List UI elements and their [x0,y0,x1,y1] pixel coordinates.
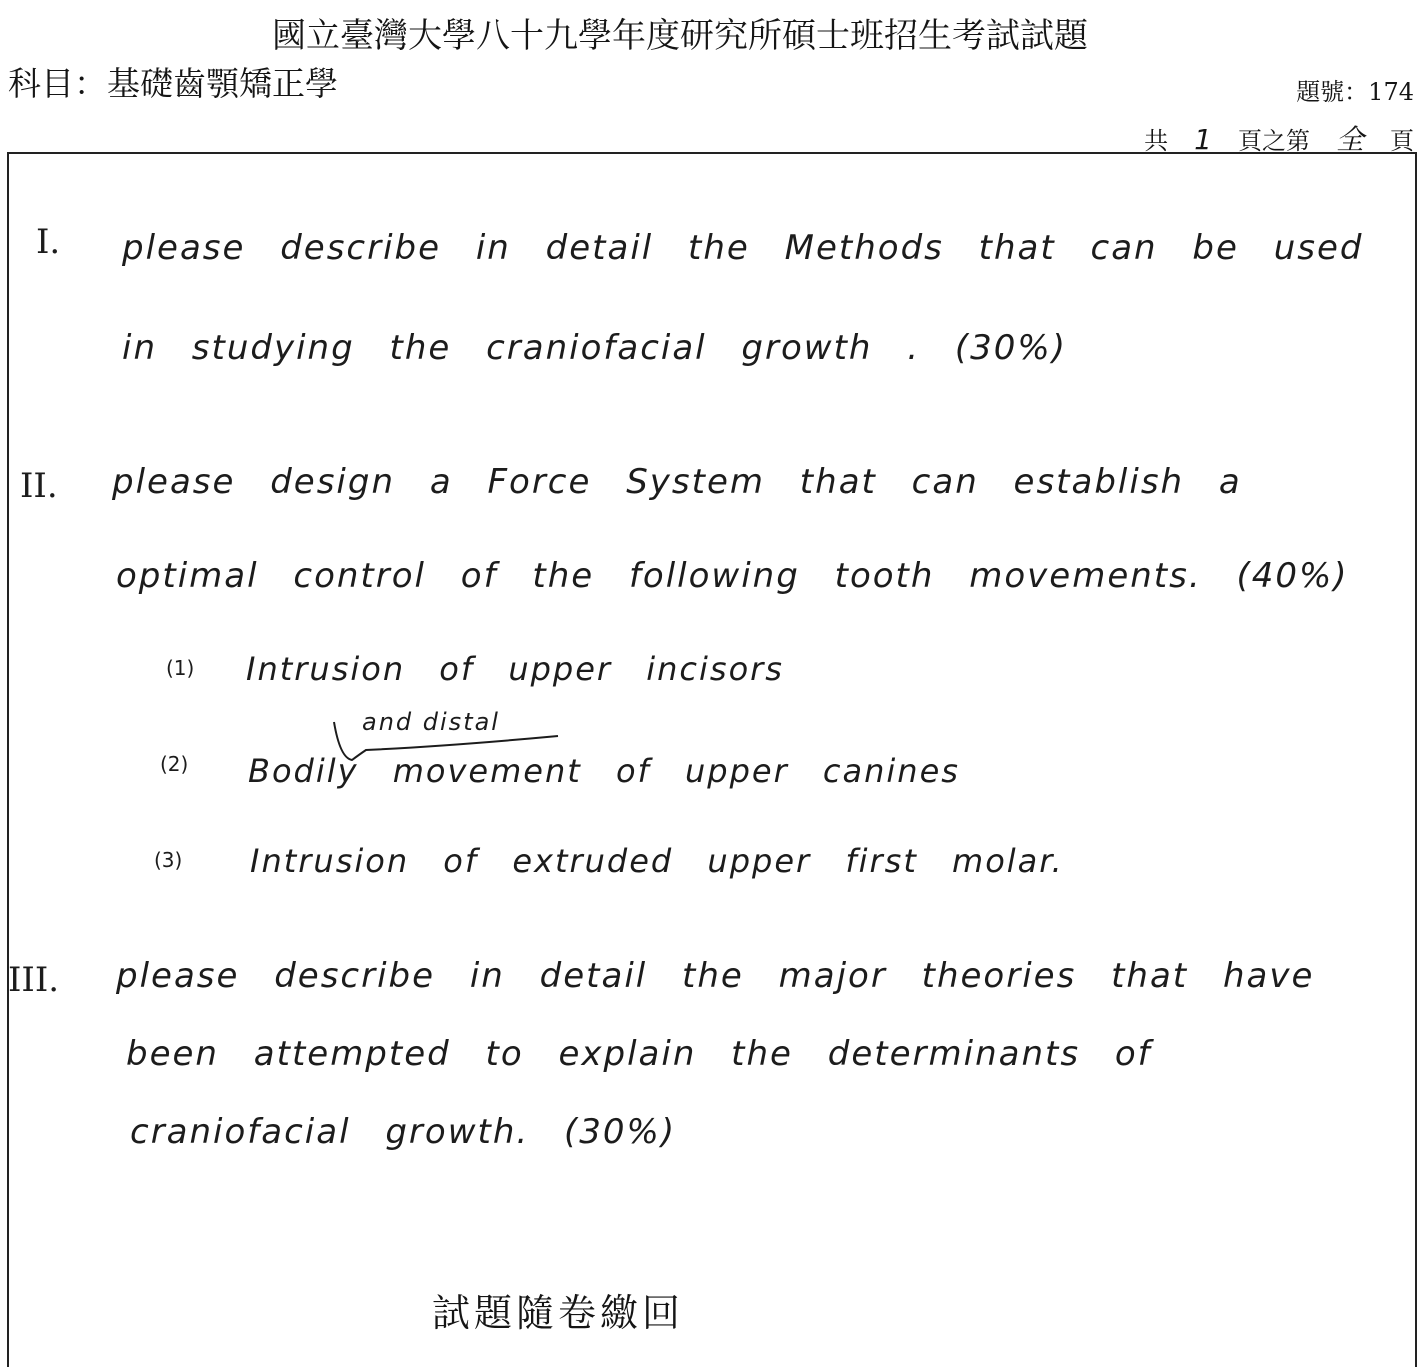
question-3-numeral: III. [8,960,60,1000]
question-2-numeral: II. [20,466,58,506]
item-3-text: Intrusion of extruded upper first molar. [250,842,1064,880]
item-2-insertion: and distal [362,708,500,736]
question-2-line-2: optimal control of the following tooth movements. (40%) [116,556,1349,596]
item-1-text: Intrusion of upper incisors [246,650,784,688]
pages-current: 全 [1335,123,1364,156]
question-2-line-1: please design a Force System that can establish a [112,462,1242,502]
item-2-text: Bodily movement of upper canines [248,752,960,790]
question-1-line-1: please describe in detail the Methods that can be used [122,228,1364,268]
item-2-number: (2) [160,752,189,776]
pages-mid-label: 頁之第 [1237,127,1310,155]
pages-end-label: 頁 [1390,127,1414,155]
question-3-line-2: been attempted to explain the determinants of [126,1034,1152,1074]
pages-total-label: 共 [1144,127,1169,155]
question-1-line-2: in studying the craniofacial growth . (30%) [122,328,1067,368]
question-3-line-3: craniofacial growth. (30%) [130,1112,677,1152]
item-3-number: (3) [154,848,183,872]
question-number: 題號：174 [1296,78,1414,106]
question-1-numeral: I. [36,222,61,262]
pages-total: 1 [1194,123,1212,156]
item-1-number: (1) [166,656,195,680]
subject-label: 科目：基礎齒顎矯正學 [8,64,338,103]
exam-title: 國立臺灣大學八十九學年度研究所碩士班招生考試試題 [272,16,1088,56]
question-3-line-1: please describe in detail the major theories that have [116,956,1315,996]
return-with-answer-sheet-note: 試題隨卷繳回 [432,1291,685,1335]
